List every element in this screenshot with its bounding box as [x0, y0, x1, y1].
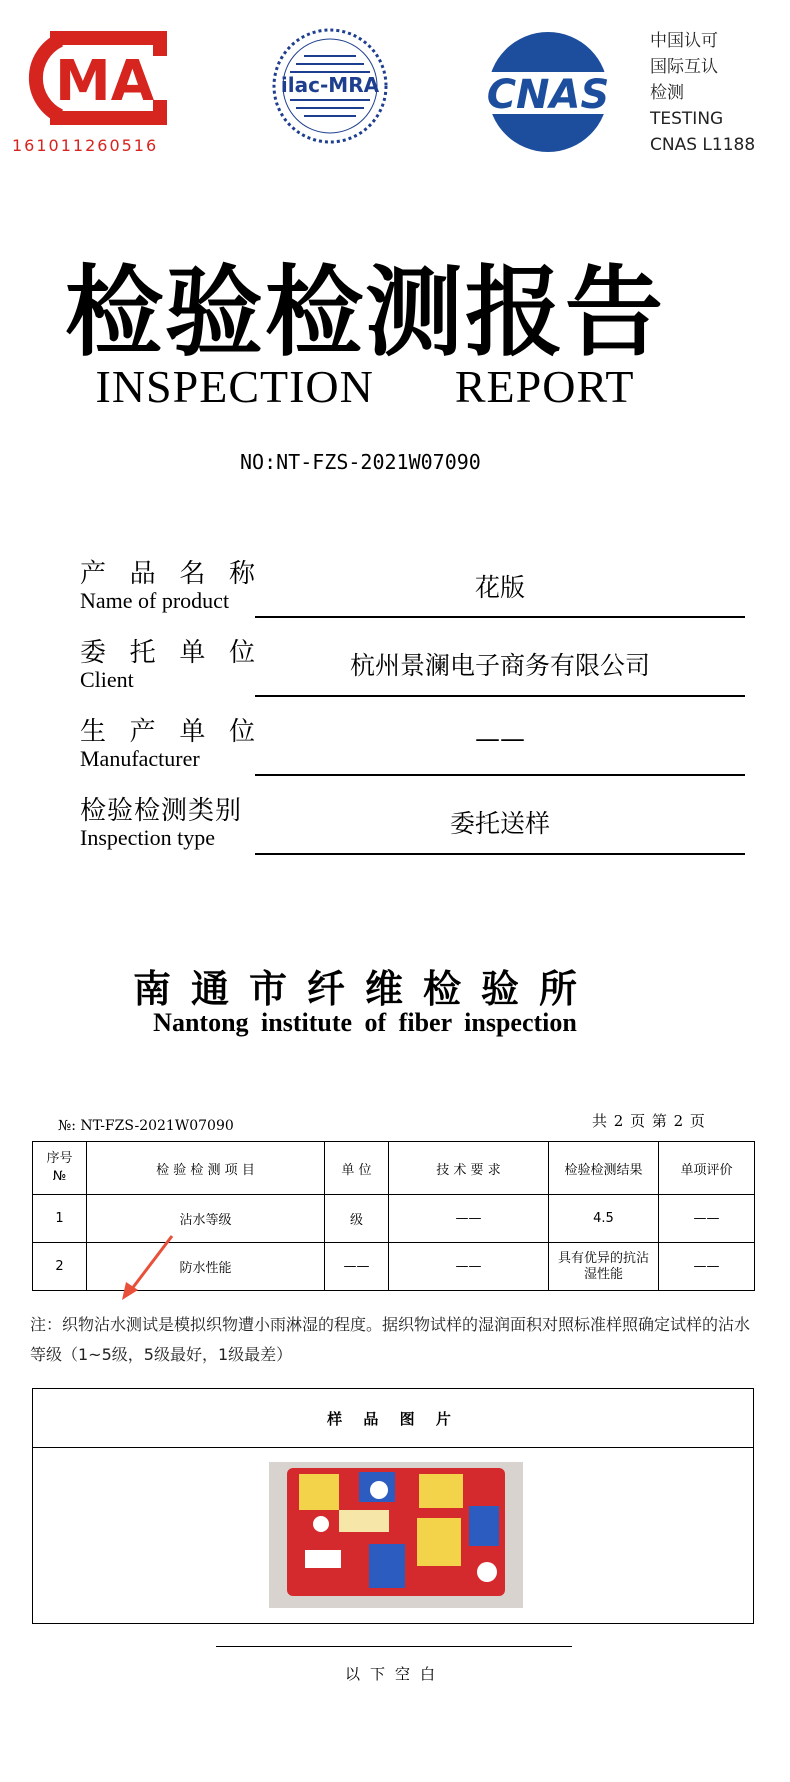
label-char: 产	[80, 559, 107, 589]
table-cell: 1	[33, 1195, 87, 1243]
label-char: 称	[228, 559, 255, 589]
test-note: 注：织物沾水测试是模拟织物遭小雨淋湿的程度。据织物试样的湿润面积对照标准样照确定试样的沾水等级（1~5级，5级最好，1级最差）	[30, 1315, 751, 1364]
cma-logo	[10, 28, 180, 128]
header-cell: 单项评价	[659, 1142, 755, 1195]
header-cell: 技 术 要 求	[389, 1142, 549, 1195]
table-cell: ——	[659, 1195, 755, 1243]
product-name-value: 花版	[474, 573, 525, 602]
red-arrow-annotation	[118, 1232, 178, 1302]
client-value: 杭州景澜电子商务有限公司	[349, 651, 650, 680]
underline	[255, 616, 745, 618]
table-cell: 具有优异的抗沾湿性能	[549, 1243, 659, 1291]
inspection-type-label-cn: 检验检测类别	[80, 796, 243, 826]
cnas-side-line: 中国认可	[650, 31, 718, 51]
underline	[255, 853, 745, 855]
ilac-logo	[268, 24, 392, 148]
client-label-en: Client	[80, 667, 134, 692]
page2-report-number: №: NT-FZS-2021W07090	[58, 1118, 234, 1134]
table-cell: ——	[389, 1243, 549, 1291]
cnas-logo-text: CNAS	[486, 72, 610, 118]
underline	[255, 695, 745, 697]
client-label-cn	[80, 632, 255, 669]
label-char: 托	[129, 638, 156, 668]
header-cell: 单 位	[325, 1142, 389, 1195]
header-cell: 检验检测结果	[549, 1142, 659, 1195]
report-number: NO:NT-FZS-2021W07090	[240, 450, 481, 474]
cnas-side-line: TESTING	[650, 109, 724, 129]
cnas-side-line: CNAS L1188	[650, 135, 756, 155]
table-cell: 防水性能	[87, 1243, 325, 1291]
sample-photo	[269, 1462, 523, 1608]
table-cell: ——	[389, 1195, 549, 1243]
label-char: 品	[129, 559, 156, 589]
report-title-cn: 检验检测报告	[64, 256, 665, 370]
inspection-type-label-en: Inspection type	[80, 825, 216, 850]
manufacturer-value: ——	[475, 724, 525, 753]
label-char: 生	[80, 717, 107, 747]
table-cell: ——	[659, 1243, 755, 1291]
sample-picture-title: 样 品 图 片	[33, 1389, 753, 1448]
product-name-label-en: Name of product	[80, 588, 230, 613]
label-char: 名	[179, 559, 206, 589]
report-title-en: INSPECTION REPORT	[95, 361, 635, 412]
blank-below-text: 以下空白	[344, 1665, 445, 1683]
label-char: 单	[179, 717, 206, 747]
table-cell: ——	[325, 1243, 389, 1291]
cnas-side-line: 检测	[650, 83, 684, 103]
label-char: 产	[129, 717, 156, 747]
label-char: 单	[179, 638, 206, 668]
sample-picture-box	[32, 1388, 754, 1624]
header-cell: 序号 №	[33, 1142, 87, 1195]
header-cell: 检 验 检 测 项 目	[87, 1142, 325, 1195]
underline	[255, 774, 745, 776]
cnas-side-text	[650, 28, 755, 158]
ilac-logo-text: ilac-MRA	[280, 73, 380, 97]
table-cell: 级	[325, 1195, 389, 1243]
institute-name-en: Nantong institute of fiber inspection	[153, 1008, 577, 1037]
page-count: 共 2 页 第 2 页	[592, 1112, 706, 1130]
table-header-row	[33, 1142, 755, 1195]
table-cell: 2	[33, 1243, 87, 1291]
manufacturer-label-en: Manufacturer	[80, 746, 200, 771]
product-name-label-cn	[80, 553, 255, 590]
cma-code: 161011260516	[12, 136, 159, 155]
manufacturer-label-cn	[80, 711, 255, 748]
blank-divider	[216, 1646, 572, 1647]
inspection-type-value: 委托送样	[449, 809, 550, 838]
cnas-logo	[468, 28, 628, 156]
label-char: 位	[228, 638, 255, 668]
cnas-side-line: 国际互认	[650, 57, 718, 77]
cma-logo-text: MA	[55, 49, 155, 114]
table-cell: 4.5	[549, 1195, 659, 1243]
label-char: 委	[80, 638, 107, 668]
table-cell: 沾水等级	[87, 1195, 325, 1243]
label-char: 位	[228, 717, 255, 747]
institute-name-cn: 南通市纤维检验所	[132, 967, 597, 1011]
